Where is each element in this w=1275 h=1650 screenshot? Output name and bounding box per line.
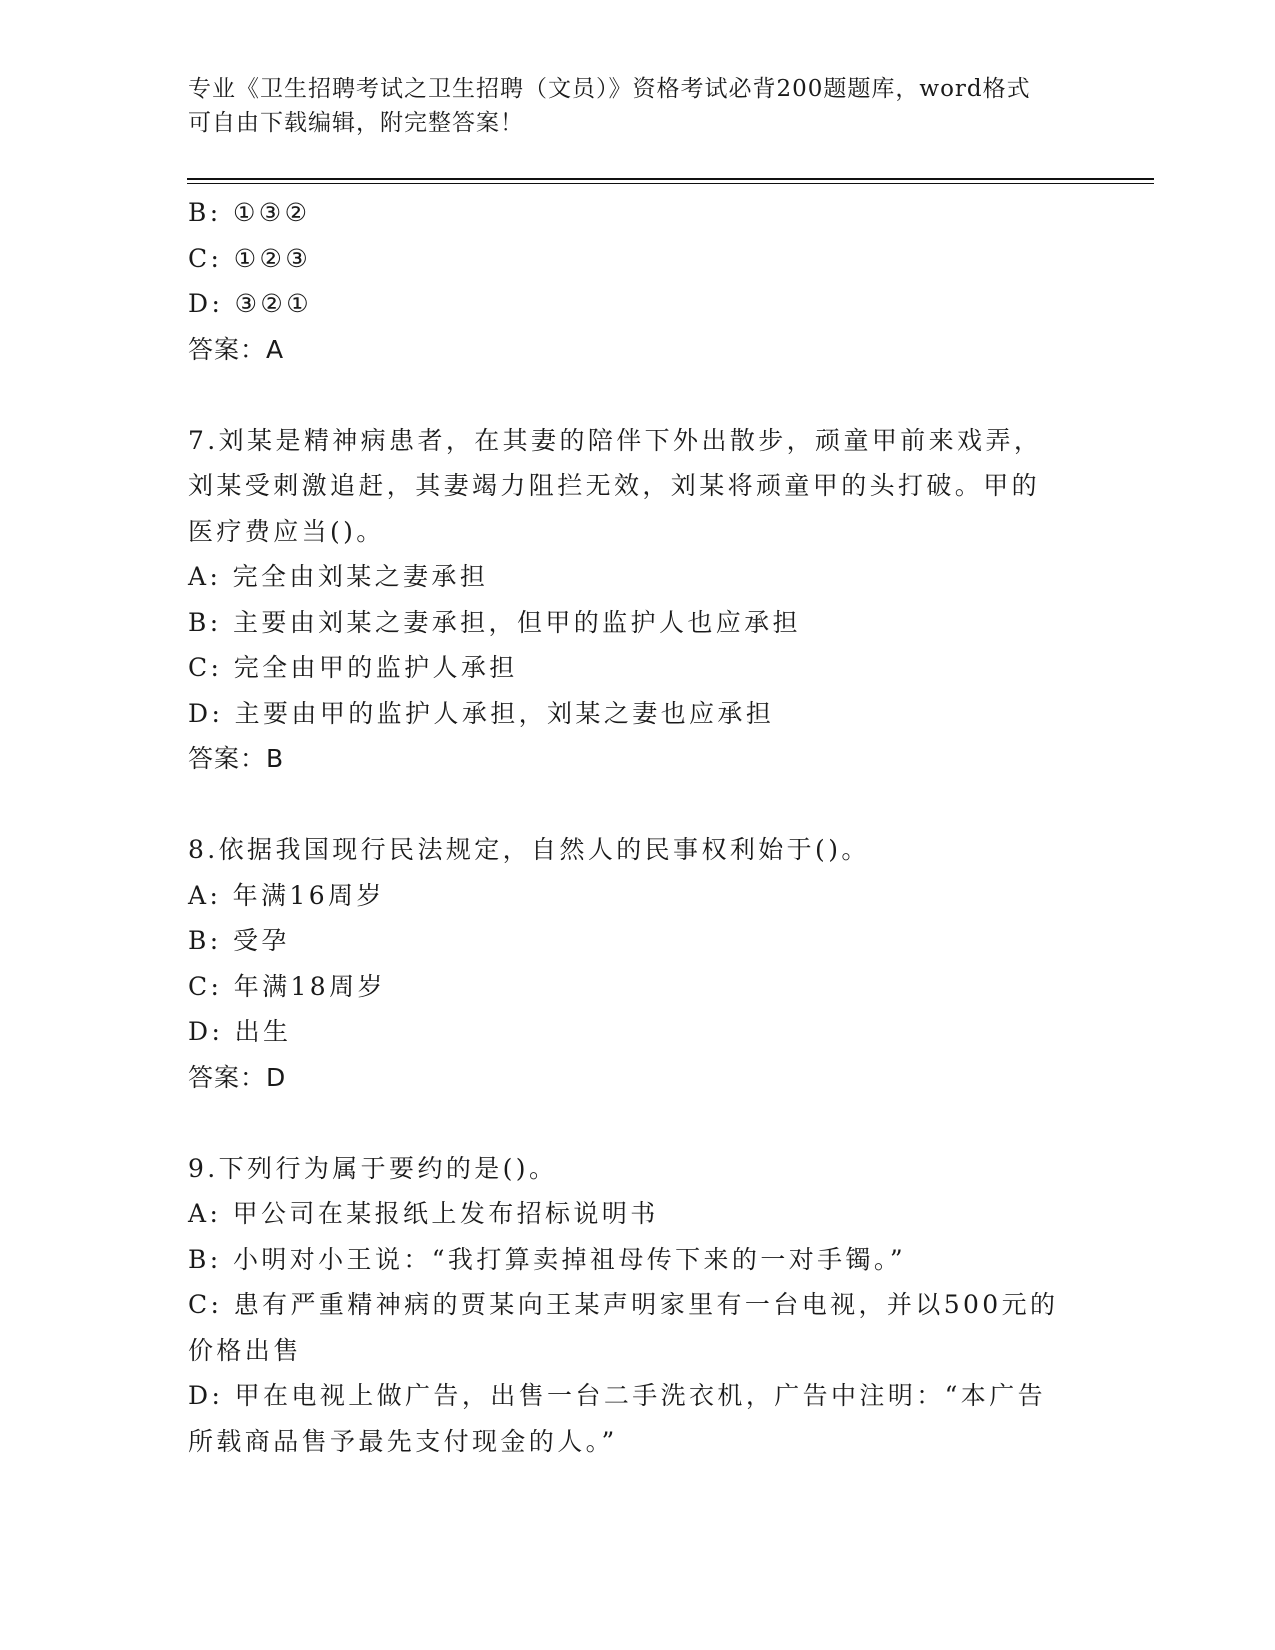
- option-d: D: 甲在电视上做广告，出售一台二手洗衣机，广告中注明：“本广告: [188, 1381, 1046, 1410]
- option-b: B: 小明对小王说：“我打算卖掉祖母传下来的一对手镯。”: [188, 1244, 907, 1274]
- question-stem-line: 刘某受刺激追赶，其妻竭力阻拦无效，刘某将顽童甲的头打破。甲的: [188, 471, 1041, 500]
- option-c: C: 完全由甲的监护人承担: [188, 653, 518, 682]
- option-d-continued: 所载商品售予最先支付现金的人。”: [188, 1426, 618, 1456]
- option-a: A: 年满16周岁: [188, 880, 385, 910]
- spacer: [188, 372, 1088, 418]
- page-header: [188, 72, 1068, 140]
- option-c-continued: 价格出售: [188, 1335, 302, 1365]
- header-divider-thick: [187, 178, 1154, 180]
- option-c: C: 年满18周岁: [188, 971, 386, 1001]
- option-d: D: 出生: [188, 1017, 292, 1046]
- answer-line: 答案：B: [188, 744, 285, 773]
- option-d: D: ③②①: [188, 289, 313, 318]
- question-stem-line: 8.依据我国现行民法规定，自然人的民事权利始于()。: [188, 835, 870, 864]
- option-d: D: 主要由甲的监护人承担，刘某之妻也应承担: [188, 698, 775, 728]
- option-c: C: ①②③: [188, 243, 312, 273]
- question-9: [188, 1146, 1088, 1465]
- option-b: B: 主要由刘某之妻承担，但甲的监护人也应承担: [188, 607, 801, 637]
- option-b: B: ①③②: [188, 198, 311, 227]
- question-stem-line: 9.下列行为属于要约的是()。: [188, 1153, 558, 1183]
- question-stem-line: 7.刘某是精神病患者，在其妻的陪伴下外出散步，顽童甲前来戏弄，: [188, 425, 1043, 455]
- question-stem-line: 医疗费应当()。: [188, 516, 385, 546]
- option-a: A: 甲公司在某报纸上发布招标说明书: [188, 1199, 659, 1228]
- question-6-tail: [188, 190, 1088, 372]
- header-title-line-2: 可自由下载编辑，附完整答案！: [188, 110, 524, 136]
- header-title-line-1: 专业《卫生招聘考试之卫生招聘（文员）》资格考试必背200题题库，word格式: [188, 76, 1031, 102]
- option-c: C: 患有严重精神病的贾某向王某声明家里有一台电视，并以500元的: [188, 1290, 1059, 1319]
- header-divider-thin: [187, 183, 1154, 184]
- question-7: [188, 418, 1088, 782]
- option-b: B: 受孕: [188, 926, 290, 955]
- document-body: [188, 190, 1088, 1464]
- answer-line: 答案：D: [188, 1062, 287, 1092]
- spacer: [188, 1100, 1088, 1146]
- spacer: [188, 782, 1088, 828]
- answer-line: 答案：A: [188, 334, 285, 364]
- question-8: [188, 827, 1088, 1100]
- option-a: A: 完全由刘某之妻承担: [188, 562, 489, 591]
